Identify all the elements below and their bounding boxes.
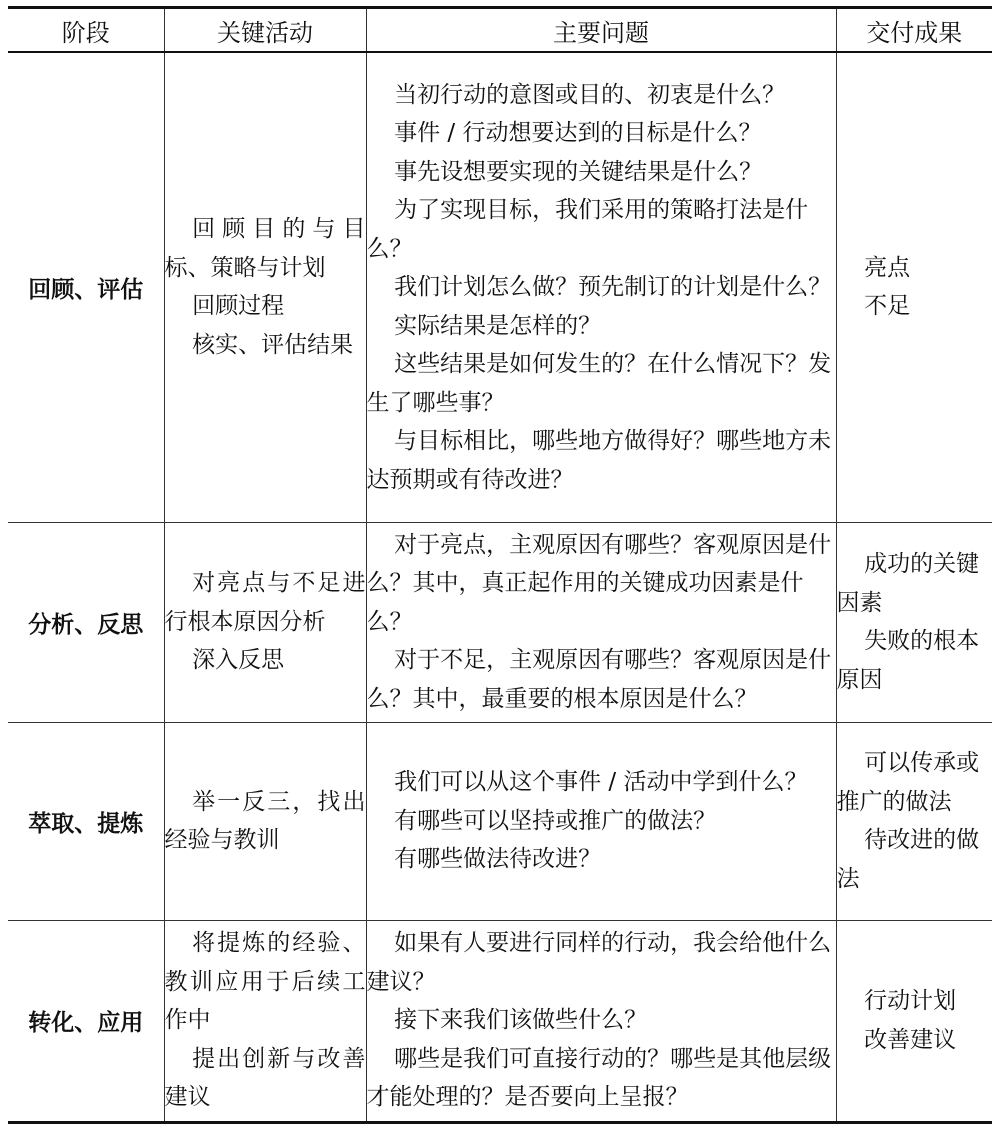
phase-cell: 转化、应用 bbox=[8, 920, 164, 1122]
question-item: 如果有人要进行同样的行动，我会给他什么建议？ bbox=[366, 930, 832, 995]
table-row bbox=[8, 722, 992, 920]
output-item: 行动计划 bbox=[864, 988, 957, 1014]
outputs-cell bbox=[836, 920, 992, 1122]
questions-cell bbox=[366, 522, 836, 722]
outputs-cell bbox=[836, 722, 992, 920]
question-item: 为了实现目标，我们采用的策略打法是什么？ bbox=[366, 197, 809, 262]
header-questions: 主要问题 bbox=[366, 8, 836, 53]
question-item: 我们可以从这个事件 / 活动中学到什么？ bbox=[394, 769, 808, 796]
header-activities: 关键活动 bbox=[164, 8, 366, 53]
table-row bbox=[8, 522, 992, 722]
question-item: 这些结果是如何发生的？在什么情况下？发生了哪些事？ bbox=[366, 351, 832, 416]
question-item: 哪些是我们可直接行动的？哪些是其他层级才能处理的？是否要向上呈报？ bbox=[366, 1045, 832, 1111]
questions-cell bbox=[366, 52, 836, 522]
table-row bbox=[8, 52, 992, 522]
output-item: 可以传承或推广的做法 bbox=[836, 750, 980, 815]
question-item: 有哪些可以坚持或推广的做法？ bbox=[394, 807, 717, 834]
phase-cell: 分析、反思 bbox=[8, 522, 164, 722]
output-item: 改善建议 bbox=[864, 1026, 957, 1053]
outputs-cell bbox=[836, 522, 992, 722]
output-item: 失败的根本原因 bbox=[836, 628, 980, 693]
activities-cell bbox=[164, 52, 366, 522]
question-item: 事件 / 行动想要达到的目标是什么？ bbox=[394, 120, 762, 146]
activity-item: 核实、评估结果 bbox=[192, 331, 354, 358]
activities-cell bbox=[164, 722, 366, 920]
question-item: 我们计划怎么做？预先制订的计划是什么？ bbox=[394, 274, 832, 300]
header-outputs: 交付成果 bbox=[836, 8, 992, 53]
questions-cell bbox=[366, 920, 836, 1122]
header-row bbox=[8, 8, 992, 53]
question-item: 与目标相比，哪些地方做得好？哪些地方未达预期或有待改进？ bbox=[366, 428, 832, 493]
activity-item: 对亮点与不足进行根本原因分析 bbox=[164, 570, 366, 635]
activities-cell bbox=[164, 522, 366, 722]
outputs-cell bbox=[836, 52, 992, 522]
question-item: 实际结果是怎样的？ bbox=[394, 312, 602, 339]
header-phase: 阶段 bbox=[8, 8, 164, 53]
activity-item: 提出创新与改善建议 bbox=[164, 1045, 366, 1111]
question-item: 当初行动的意图或目的、初衷是什么？ bbox=[394, 81, 786, 108]
phase-cell: 回顾、评估 bbox=[8, 52, 164, 522]
activity-item: 深入反思 bbox=[192, 647, 285, 674]
output-item: 亮点 bbox=[864, 254, 911, 281]
question-item: 事先设想要实现的关键结果是什么？ bbox=[394, 158, 763, 185]
activity-item: 举一反三，找出经验与教训 bbox=[164, 788, 366, 853]
question-item: 接下来我们该做些什么？ bbox=[394, 1007, 648, 1034]
output-item: 不足 bbox=[864, 293, 911, 320]
question-item: 对于不足，主观原因有哪些？客观原因是什么？其中，最重要的根本原因是什么？ bbox=[366, 647, 832, 712]
activity-item: 回顾过程 bbox=[192, 293, 285, 320]
output-item: 成功的关键因素 bbox=[836, 551, 980, 616]
activities-cell bbox=[164, 920, 366, 1122]
review-table bbox=[8, 6, 992, 1124]
table-row bbox=[8, 920, 992, 1122]
phase-cell: 萃取、提炼 bbox=[8, 722, 164, 920]
activity-item: 回顾目的与目标、策略与计划 bbox=[164, 216, 366, 281]
question-item: 有哪些做法待改进？ bbox=[394, 846, 602, 873]
activity-item: 将提炼的经验、教训应用于后续工作中 bbox=[164, 930, 366, 1034]
question-item: 对于亮点，主观原因有哪些？客观原因是什么？其中，真正起作用的关键成功因素是什么？ bbox=[366, 531, 832, 635]
output-item: 待改进的做法 bbox=[836, 827, 980, 892]
questions-cell bbox=[366, 722, 836, 920]
